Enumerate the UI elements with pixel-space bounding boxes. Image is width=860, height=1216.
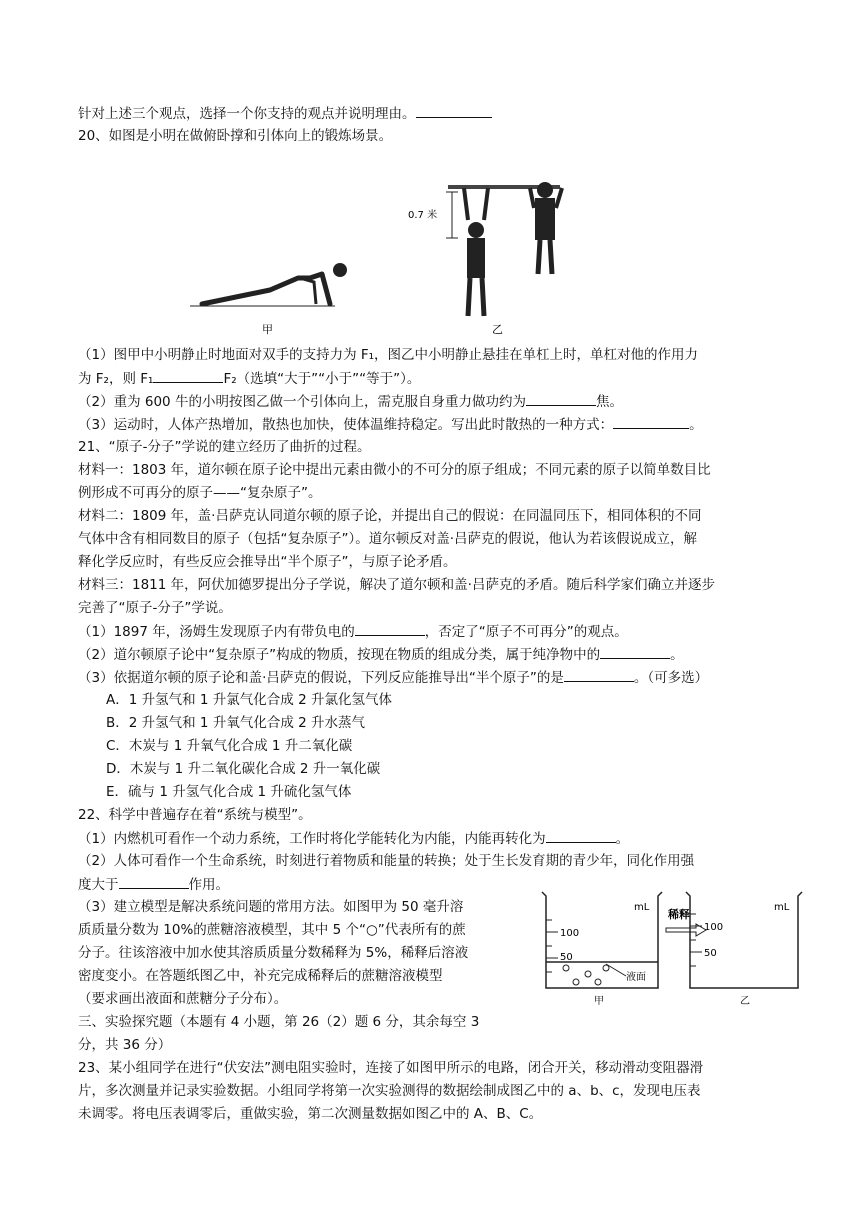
dilute-label: 稀释 <box>668 908 690 921</box>
q23-line-1: 23、某小组同学在进行“伏安法”测电阻实验时，连接了如图甲所示的电路，闭合开关，移动滑动变阻器滑 <box>78 1060 704 1076</box>
q21-p2-a: （2）道尔顿原子论中“复杂原子”构成的物质，按现在物质的组成分类，属于纯净物中的 <box>78 647 601 663</box>
q20-p1-b <box>78 369 420 388</box>
q22-p3-line-4: 密度变小。在答题纸图乙中，补充完成稀释后的蔗糖溶液模型 <box>78 968 443 984</box>
fig-label-jia: 甲 <box>262 323 273 336</box>
q22-p3-line-1: （3）建立模型是解决系统问题的常用方法。如图甲为 50 毫升溶 <box>78 899 464 915</box>
q20-p1-b1: 为 F₂，则 F₁ <box>78 371 154 387</box>
q21-p3 <box>78 668 708 687</box>
q22-p3-line-5: （要求画出液面和蔗糖分子分布）。 <box>78 991 288 1007</box>
q21-m2-c: 释化学反应时，有些反应会推导出“半个原子”，与原子论矛盾。 <box>78 554 457 570</box>
q21-p3-a: （3）依据道尔顿的原子论和盖·吕萨克的假说，下列反应能推导出“半个原子”的是 <box>78 670 564 686</box>
answer-blank <box>564 668 634 682</box>
q21-p2 <box>78 645 684 664</box>
q21-p2-b: 。 <box>670 647 684 663</box>
q21-m3-a: 材料三：1811 年，阿伏加德罗提出分子学说，解决了道尔顿和盖·吕萨克的矛盾。随后科学家们确立并逐步 <box>78 577 715 593</box>
q22-p1 <box>78 829 629 848</box>
beaker-unit-label: mL <box>634 902 650 913</box>
answer-blank <box>526 392 596 406</box>
q21-option-e: E．硫与 1 升氢气化合成 1 升硫化氢气体 <box>106 784 352 800</box>
q20-stem: 20、如图是小明在做俯卧撑和引体向上的锻炼场景。 <box>78 128 393 144</box>
q20-figure <box>190 178 570 346</box>
q20-p2-a: （2）重为 600 牛的小明按图乙做一个引体向上，需克服自身重力做功约为 <box>78 394 526 410</box>
q23-line-3: 未调零。将电压表调零后，重做实验，第二次测量数据如图乙中的 A、B、C。 <box>78 1106 543 1122</box>
answer-blank <box>119 875 189 889</box>
q20-p2-b: 焦。 <box>595 394 623 410</box>
answer-blank <box>600 645 670 659</box>
q20-p2 <box>78 392 623 411</box>
tick-100-label: 100 <box>704 922 724 933</box>
q21-m2-b: 气体中含有相同数目的原子（包括“复杂原子”）。道尔顿反对盖·吕萨克的假说，他认为若该假说成立，解 <box>78 531 698 547</box>
sucrose-molecule <box>573 979 579 985</box>
q22-p1-a: （1）内燃机可看作一个动力系统，工作时将化学能转化为内能，内能再转化为 <box>78 831 546 847</box>
answer-blank <box>416 104 492 118</box>
q22-p3-line-2: 质质量分数为 10%的蔗糖溶液模型，其中 5 个“○”代表所有的蔗 <box>78 922 466 938</box>
pushup-figure <box>190 263 347 336</box>
q21-p1-b: ，否定了“原子不可再分”的观点。 <box>424 624 628 640</box>
dilute-arrow <box>666 907 706 936</box>
q21-option-b: B．2 升氢气和 1 升氧气化合成 2 升水蒸气 <box>106 715 365 731</box>
q20-p3 <box>78 415 703 434</box>
q22-stem: 22、科学中普遍存在着“系统与模型”。 <box>78 807 312 823</box>
section3-heading-b: 分，共 36 分） <box>78 1037 172 1053</box>
q21-p3-b: 。（可多选） <box>633 670 709 686</box>
q22-p2-b <box>78 875 229 894</box>
pullup-figure-2 <box>492 182 562 336</box>
beaker-unit-label: mL <box>774 902 790 913</box>
q22-p1-b: 。 <box>615 831 630 847</box>
q21-option-d: D．木炭与 1 升二氧化碳化合成 2 升一氧化碳 <box>106 761 381 777</box>
beaker-yi <box>686 892 802 1007</box>
q20-p1-a: （1）图甲中小明静止时地面对双手的支持力为 F₁，图乙中小明静止悬挂在单杠上时，单杠对他的作用力 <box>78 347 699 363</box>
sucrose-molecule <box>585 971 591 977</box>
q20-p1-b2: F₂（选填“大于”“小于”“等于”）。 <box>223 371 421 387</box>
sucrose-molecule <box>595 979 601 985</box>
q21-m1-a: 材料一：1803 年，道尔顿在原子论中提出元素由微小的不可分的原子组成；不同元素的原子以简单数目比 <box>78 462 711 478</box>
q21-option-c: C．木炭与 1 升氧气化合成 1 升二氧化碳 <box>106 738 353 754</box>
q22-p2-b2: 作用。 <box>188 877 229 893</box>
q21-option-a: A．1 升氢气和 1 升氯气化合成 2 升氯化氢气体 <box>106 692 392 708</box>
answer-blank <box>153 369 223 383</box>
q21-m1-b: 例形成不可再分的原子——“复杂原子”。 <box>78 485 322 501</box>
section3-heading-a: 三、实验探究题（本题有 4 小题，第 26（2）题 6 分，其余每空 3 <box>78 1014 480 1030</box>
beaker-label-jia: 甲 <box>594 996 604 1007</box>
q21-stem: 21、“原子-分子”学说的建立经历了曲折的过程。 <box>78 439 371 455</box>
height-label: 0.7 米 <box>408 210 438 221</box>
sucrose-molecule <box>603 965 609 971</box>
q20-p3-b: 。 <box>689 417 703 433</box>
tick-50-label: 50 <box>704 948 717 959</box>
q19-tail-text: 针对上述三个观点，选择一个你支持的观点并说明理由。 <box>78 106 416 122</box>
answer-blank <box>613 415 689 429</box>
q22-p2-b1: 度大于 <box>78 877 119 893</box>
answer-blank <box>355 622 425 636</box>
q21-p1 <box>78 622 628 641</box>
q19-tail-line <box>78 104 492 123</box>
tick-100-label: 100 <box>560 928 580 939</box>
fig-label-yi: 乙 <box>492 323 503 336</box>
q23-line-2: 片，多次测量并记录实验数据。小组同学将第一次实验测得的数据绘制成图乙中的 a、b、c，发现电压表 <box>78 1083 701 1099</box>
q22-p3-line-3: 分子。往该溶液中加水使其溶质质量分数稀释为 5%，稀释后溶液 <box>78 945 469 961</box>
answer-blank <box>546 829 616 843</box>
beaker-figure <box>536 888 806 1008</box>
q22-p2-a: （2）人体可看作一个生命系统，时刻进行着物质和能量的转换；处于生长发育期的青少年，同化作用强 <box>78 853 695 869</box>
beaker-jia <box>542 892 662 1007</box>
q21-m2-a: 材料二：1809 年，盖·吕萨克认同道尔顿的原子论，并提出自己的假说：在同温同压下，相同体积的不同 <box>78 508 702 524</box>
liquid-surface-label: 液面 <box>626 972 646 983</box>
tick-50-label: 50 <box>560 952 573 963</box>
q20-p3-a: （3）运动时，人体产热增加，散热也加快，使体温维持稳定。写出此时散热的一种方式： <box>78 417 614 433</box>
q21-m3-b: 完善了“原子-分子”学说。 <box>78 600 232 616</box>
beaker-label-yi: 乙 <box>740 996 750 1007</box>
q21-p1-a: （1）1897 年，汤姆生发现原子内有带负电的 <box>78 624 355 640</box>
sucrose-molecule <box>563 965 569 971</box>
